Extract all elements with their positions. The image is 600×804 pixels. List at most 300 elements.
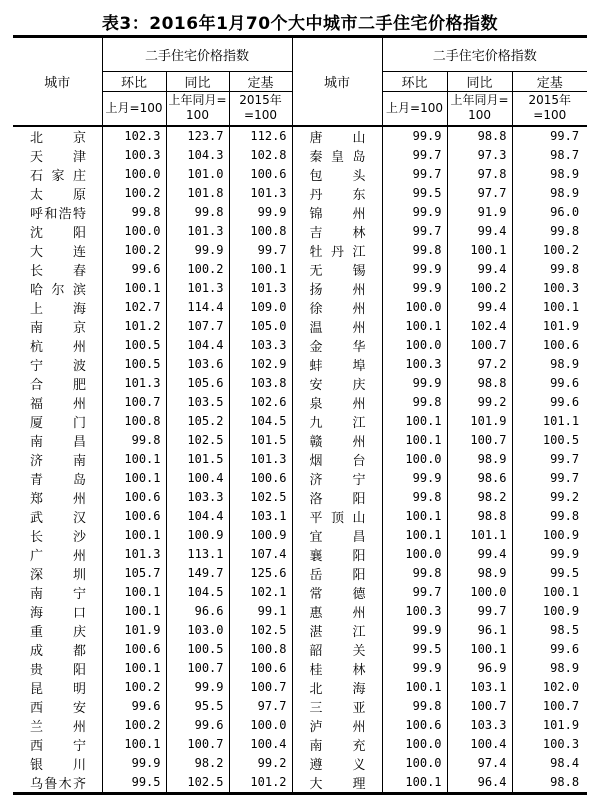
table-row — [13, 640, 587, 659]
city-cell — [13, 545, 102, 564]
mom-value-cell: 99.8 — [382, 564, 447, 583]
city-cell — [13, 165, 102, 184]
fixed-base-value-cell: 101.3 — [229, 184, 292, 203]
city-name: 无锡 — [309, 263, 366, 279]
table-row — [13, 469, 587, 488]
city-name: 温州 — [309, 320, 366, 336]
city-cell — [292, 126, 382, 146]
city-name: 福州 — [30, 396, 86, 412]
table-row — [13, 716, 587, 735]
city-cell — [13, 393, 102, 412]
yoy-value-cell: 101.8 — [166, 184, 229, 203]
yoy-header-right: 同比 — [447, 72, 512, 92]
city-cell — [292, 393, 382, 412]
mom-value-cell: 100.2 — [102, 241, 166, 260]
yoy-value-cell: 104.3 — [166, 146, 229, 165]
mom-value-cell: 105.7 — [102, 564, 166, 583]
city-name: 成都 — [30, 643, 86, 659]
yoy-value-cell: 100.4 — [166, 469, 229, 488]
index-group-header-left: 二手住宅价格指数 — [102, 37, 292, 72]
fixed-base-value-cell: 103.3 — [229, 336, 292, 355]
city-name: 泉州 — [309, 396, 366, 412]
fixed-base-header-left: 定基 — [229, 72, 292, 92]
city-name: 大连 — [30, 244, 86, 260]
city-name: 襄阳 — [309, 548, 366, 564]
city-name: 吉林 — [309, 225, 366, 241]
mom-value-cell: 100.0 — [382, 735, 447, 754]
city-cell — [13, 203, 102, 222]
fixed-base-value-cell: 102.8 — [229, 146, 292, 165]
city-name: 扬州 — [309, 282, 366, 298]
yoy-value-cell: 103.5 — [166, 393, 229, 412]
fixed-base-value-cell: 100.3 — [512, 735, 587, 754]
mom-value-cell: 100.6 — [102, 488, 166, 507]
city-name: 南京 — [30, 320, 86, 336]
city-name: 韶关 — [309, 643, 366, 659]
fixed-base-value-cell: 101.5 — [229, 431, 292, 450]
city-cell — [13, 507, 102, 526]
yoy-value-cell: 98.2 — [447, 488, 512, 507]
yoy-value-cell: 99.9 — [166, 678, 229, 697]
fixed-base-value-cell: 102.5 — [229, 621, 292, 640]
price-index-table — [13, 35, 587, 795]
fixed-base-value-cell: 97.7 — [229, 697, 292, 716]
table-row — [13, 754, 587, 773]
yoy-value-cell: 99.4 — [447, 298, 512, 317]
city-name: 遵义 — [309, 757, 366, 773]
mom-base-left — [102, 92, 166, 126]
yoy-value-cell: 104.4 — [166, 507, 229, 526]
table-row — [13, 317, 587, 336]
city-cell — [292, 488, 382, 507]
mom-value-cell: 99.9 — [382, 621, 447, 640]
fixed-base-value-cell: 99.6 — [512, 640, 587, 659]
city-cell — [13, 640, 102, 659]
yoy-value-cell: 101.0 — [166, 165, 229, 184]
fixed-base-value-cell: 101.9 — [512, 716, 587, 735]
city-cell — [13, 469, 102, 488]
mom-value-cell: 100.0 — [102, 222, 166, 241]
city-cell — [292, 697, 382, 716]
city-cell — [292, 507, 382, 526]
city-name: 金华 — [309, 339, 366, 355]
city-cell — [292, 469, 382, 488]
city-name: 岳阳 — [309, 567, 366, 583]
mom-value-cell: 100.1 — [382, 431, 447, 450]
city-cell — [13, 697, 102, 716]
mom-value-cell: 99.7 — [382, 146, 447, 165]
city-cell — [13, 754, 102, 773]
mom-value-cell: 100.1 — [382, 507, 447, 526]
table-row — [13, 222, 587, 241]
city-cell — [292, 545, 382, 564]
city-name: 蚌埠 — [309, 358, 366, 374]
city-cell — [13, 222, 102, 241]
city-cell — [13, 659, 102, 678]
mom-value-cell: 101.3 — [102, 374, 166, 393]
city-name: 太原 — [30, 187, 86, 203]
yoy-value-cell: 103.6 — [166, 355, 229, 374]
yoy-value-cell: 97.7 — [447, 184, 512, 203]
city-cell — [13, 431, 102, 450]
table-row — [13, 241, 587, 260]
yoy-value-cell: 100.1 — [447, 241, 512, 260]
table-row — [13, 507, 587, 526]
city-cell — [292, 279, 382, 298]
mom-value-cell: 100.1 — [102, 659, 166, 678]
fixed-base-value-cell: 100.7 — [229, 678, 292, 697]
city-name: 呼和浩特 — [30, 206, 86, 222]
index-group-header-right: 二手住宅价格指数 — [382, 37, 587, 72]
city-cell — [292, 146, 382, 165]
city-cell — [13, 279, 102, 298]
fixed-base-base-left — [229, 92, 292, 126]
mom-value-cell: 101.2 — [102, 317, 166, 336]
mom-value-cell: 100.6 — [102, 507, 166, 526]
fixed-base-value-cell: 104.5 — [229, 412, 292, 431]
city-name: 桂林 — [309, 662, 366, 678]
city-name: 丹东 — [309, 187, 366, 203]
fixed-base-value-cell: 99.6 — [512, 374, 587, 393]
city-cell — [292, 564, 382, 583]
fixed-base-value-cell: 101.9 — [512, 317, 587, 336]
mom-value-cell: 100.3 — [382, 602, 447, 621]
table-row — [13, 583, 587, 602]
city-cell — [13, 126, 102, 146]
yoy-value-cell: 100.7 — [447, 431, 512, 450]
fixed-base-value-cell: 100.6 — [512, 336, 587, 355]
yoy-header-left: 同比 — [166, 72, 229, 92]
mom-value-cell: 99.8 — [382, 697, 447, 716]
city-cell — [292, 241, 382, 260]
city-cell — [292, 260, 382, 279]
yoy-value-cell: 97.4 — [447, 754, 512, 773]
base-label: 100 — [468, 108, 491, 123]
mom-value-cell: 99.9 — [382, 374, 447, 393]
mom-value-cell: 99.5 — [382, 184, 447, 203]
base-label: 100 — [186, 108, 209, 123]
fixed-base-value-cell: 99.7 — [229, 241, 292, 260]
city-cell — [13, 298, 102, 317]
city-cell — [13, 488, 102, 507]
city-cell — [13, 336, 102, 355]
fixed-base-value-cell: 112.6 — [229, 126, 292, 146]
city-name: 杭州 — [30, 339, 86, 355]
city-cell — [292, 222, 382, 241]
fixed-base-value-cell: 107.4 — [229, 545, 292, 564]
table-row — [13, 602, 587, 621]
fixed-base-value-cell: 100.0 — [229, 716, 292, 735]
mom-value-cell: 100.1 — [382, 412, 447, 431]
yoy-value-cell: 99.4 — [447, 545, 512, 564]
yoy-value-cell: 91.9 — [447, 203, 512, 222]
mom-value-cell: 100.6 — [102, 640, 166, 659]
mom-value-cell: 99.8 — [382, 393, 447, 412]
yoy-base-left — [166, 92, 229, 126]
mom-value-cell: 99.9 — [382, 279, 447, 298]
table-row — [13, 279, 587, 298]
fixed-base-value-cell: 101.3 — [229, 450, 292, 469]
city-cell — [292, 526, 382, 545]
fixed-base-value-cell: 100.6 — [229, 659, 292, 678]
city-name: 合肥 — [30, 377, 86, 393]
city-cell — [13, 716, 102, 735]
yoy-value-cell: 100.7 — [166, 659, 229, 678]
mom-value-cell: 100.1 — [382, 317, 447, 336]
mom-value-cell: 100.1 — [102, 469, 166, 488]
yoy-value-cell: 98.2 — [166, 754, 229, 773]
yoy-value-cell: 97.8 — [447, 165, 512, 184]
city-name: 牡丹江 — [309, 244, 366, 260]
fixed-base-value-cell: 103.8 — [229, 374, 292, 393]
table-row — [13, 336, 587, 355]
fixed-base-value-cell: 100.9 — [512, 526, 587, 545]
fixed-base-header-right: 定基 — [512, 72, 587, 92]
city-name: 唐山 — [309, 130, 366, 146]
city-cell — [292, 165, 382, 184]
yoy-value-cell: 100.5 — [166, 640, 229, 659]
fixed-base-value-cell: 100.1 — [512, 298, 587, 317]
city-cell — [13, 241, 102, 260]
yoy-value-cell: 98.9 — [447, 450, 512, 469]
mom-value-cell: 100.5 — [102, 336, 166, 355]
mom-value-cell: 101.9 — [102, 621, 166, 640]
yoy-value-cell: 100.0 — [447, 583, 512, 602]
fixed-base-value-cell: 99.9 — [229, 203, 292, 222]
city-name: 湛江 — [309, 624, 366, 640]
yoy-value-cell: 104.4 — [166, 336, 229, 355]
yoy-value-cell: 101.5 — [166, 450, 229, 469]
mom-value-cell: 100.1 — [102, 279, 166, 298]
base-label: 2015年 — [239, 93, 282, 108]
table-row — [13, 298, 587, 317]
yoy-value-cell: 100.2 — [447, 279, 512, 298]
mom-value-cell: 102.7 — [102, 298, 166, 317]
fixed-base-value-cell: 100.3 — [512, 279, 587, 298]
fixed-base-value-cell: 99.8 — [512, 222, 587, 241]
yoy-value-cell: 102.5 — [166, 773, 229, 794]
table-row — [13, 735, 587, 754]
city-cell — [13, 317, 102, 336]
city-cell — [292, 640, 382, 659]
yoy-value-cell: 97.3 — [447, 146, 512, 165]
mom-value-cell: 100.1 — [382, 526, 447, 545]
fixed-base-value-cell: 96.0 — [512, 203, 587, 222]
fixed-base-value-cell: 98.9 — [512, 184, 587, 203]
mom-value-cell: 100.0 — [382, 298, 447, 317]
table-row — [13, 126, 587, 146]
city-name: 宜昌 — [309, 529, 366, 545]
fixed-base-value-cell: 125.6 — [229, 564, 292, 583]
yoy-value-cell: 99.6 — [166, 716, 229, 735]
city-cell — [13, 374, 102, 393]
yoy-value-cell: 97.2 — [447, 355, 512, 374]
fixed-base-value-cell: 98.4 — [512, 754, 587, 773]
fixed-base-value-cell: 100.2 — [512, 241, 587, 260]
fixed-base-value-cell: 100.8 — [229, 222, 292, 241]
city-cell — [13, 184, 102, 203]
table-row — [13, 184, 587, 203]
yoy-base-right — [447, 92, 512, 126]
city-name: 常德 — [309, 586, 366, 602]
city-cell — [13, 146, 102, 165]
table-row — [13, 412, 587, 431]
table-row — [13, 621, 587, 640]
mom-value-cell: 101.3 — [102, 545, 166, 564]
fixed-base-value-cell: 100.6 — [229, 165, 292, 184]
fixed-base-value-cell: 98.9 — [512, 165, 587, 184]
mom-value-cell: 100.0 — [382, 754, 447, 773]
fixed-base-value-cell: 99.7 — [512, 126, 587, 146]
header-row-group — [13, 37, 587, 72]
table-title: 表3：2016年1月70个大中城市二手住宅价格指数 — [101, 14, 499, 34]
city-name: 赣州 — [309, 434, 366, 450]
mom-value-cell: 99.8 — [102, 431, 166, 450]
fixed-base-value-cell: 98.8 — [512, 773, 587, 794]
yoy-value-cell: 96.4 — [447, 773, 512, 794]
base-label: 上月=100 — [386, 100, 443, 115]
mom-header-right: 环比 — [382, 72, 447, 92]
yoy-value-cell: 99.9 — [166, 241, 229, 260]
city-cell — [292, 317, 382, 336]
mom-value-cell: 99.7 — [382, 222, 447, 241]
city-name: 上海 — [30, 301, 86, 317]
yoy-value-cell: 114.4 — [166, 298, 229, 317]
yoy-value-cell: 96.1 — [447, 621, 512, 640]
city-name: 青岛 — [30, 472, 86, 488]
city-name: 泸州 — [309, 719, 366, 735]
city-cell — [292, 355, 382, 374]
yoy-value-cell: 113.1 — [166, 545, 229, 564]
city-cell — [13, 526, 102, 545]
fixed-base-value-cell: 99.6 — [512, 393, 587, 412]
city-cell — [292, 431, 382, 450]
mom-value-cell: 99.7 — [382, 165, 447, 184]
city-cell — [292, 203, 382, 222]
city-name: 天津 — [30, 149, 86, 165]
mom-value-cell: 100.1 — [102, 526, 166, 545]
mom-value-cell: 99.8 — [382, 241, 447, 260]
mom-value-cell: 99.6 — [102, 260, 166, 279]
mom-value-cell: 99.9 — [382, 203, 447, 222]
city-column-header-left: 城市 — [13, 37, 102, 126]
mom-value-cell: 100.7 — [102, 393, 166, 412]
fixed-base-value-cell: 100.9 — [229, 526, 292, 545]
mom-value-cell: 100.0 — [382, 336, 447, 355]
table-row — [13, 678, 587, 697]
fixed-base-value-cell: 103.1 — [229, 507, 292, 526]
mom-value-cell: 100.8 — [102, 412, 166, 431]
city-name: 秦皇岛 — [309, 149, 366, 165]
fixed-base-value-cell: 100.1 — [512, 583, 587, 602]
table-row — [13, 165, 587, 184]
city-name: 厦门 — [30, 415, 86, 431]
fixed-base-value-cell: 101.3 — [229, 279, 292, 298]
table-row — [13, 355, 587, 374]
city-name: 海口 — [30, 605, 86, 621]
fixed-base-value-cell: 99.2 — [512, 488, 587, 507]
city-name: 南昌 — [30, 434, 86, 450]
yoy-value-cell: 98.8 — [447, 374, 512, 393]
table-row — [13, 203, 587, 222]
city-cell — [13, 602, 102, 621]
yoy-value-cell: 100.9 — [166, 526, 229, 545]
yoy-value-cell: 100.2 — [166, 260, 229, 279]
city-cell — [292, 621, 382, 640]
mom-value-cell: 100.1 — [102, 602, 166, 621]
city-name: 南充 — [309, 738, 366, 754]
yoy-value-cell: 98.8 — [447, 507, 512, 526]
mom-value-cell: 99.9 — [102, 754, 166, 773]
fixed-base-value-cell: 102.9 — [229, 355, 292, 374]
fixed-base-value-cell: 100.4 — [229, 735, 292, 754]
mom-value-cell: 99.8 — [382, 488, 447, 507]
mom-value-cell: 99.5 — [102, 773, 166, 794]
yoy-value-cell: 103.3 — [166, 488, 229, 507]
yoy-value-cell: 98.6 — [447, 469, 512, 488]
mom-value-cell: 100.5 — [102, 355, 166, 374]
city-cell — [292, 184, 382, 203]
base-label: =100 — [244, 108, 277, 123]
base-label: 2015年 — [528, 93, 572, 108]
fixed-base-value-cell: 100.8 — [229, 640, 292, 659]
table-body — [13, 126, 587, 794]
fixed-base-value-cell: 99.7 — [512, 450, 587, 469]
city-name: 沈阳 — [30, 225, 86, 241]
city-name: 烟台 — [309, 453, 366, 469]
table-row — [13, 393, 587, 412]
fixed-base-value-cell: 98.7 — [512, 146, 587, 165]
fixed-base-value-cell: 99.8 — [512, 260, 587, 279]
yoy-value-cell: 100.7 — [166, 735, 229, 754]
mom-value-cell: 100.1 — [102, 450, 166, 469]
yoy-value-cell: 103.0 — [166, 621, 229, 640]
city-cell — [292, 754, 382, 773]
yoy-value-cell: 99.2 — [447, 393, 512, 412]
fixed-base-value-cell: 109.0 — [229, 298, 292, 317]
city-cell — [13, 260, 102, 279]
table-row — [13, 488, 587, 507]
city-column-header-right: 城市 — [292, 37, 382, 126]
city-name: 哈尔滨 — [30, 282, 86, 298]
fixed-base-value-cell: 99.1 — [229, 602, 292, 621]
fixed-base-value-cell: 100.6 — [229, 469, 292, 488]
city-cell — [13, 678, 102, 697]
city-cell — [292, 659, 382, 678]
city-cell — [13, 583, 102, 602]
fixed-base-value-cell: 99.9 — [512, 545, 587, 564]
city-name: 兰州 — [30, 719, 86, 735]
city-name: 安庆 — [309, 377, 366, 393]
table-row — [13, 564, 587, 583]
mom-value-cell: 100.0 — [102, 165, 166, 184]
table-row — [13, 545, 587, 564]
fixed-base-value-cell: 100.7 — [512, 697, 587, 716]
mom-value-cell: 99.5 — [382, 640, 447, 659]
city-name: 乌鲁木齐 — [30, 776, 86, 792]
yoy-value-cell: 101.9 — [447, 412, 512, 431]
fixed-base-value-cell: 101.1 — [512, 412, 587, 431]
city-name: 长沙 — [30, 529, 86, 545]
city-cell — [292, 716, 382, 735]
yoy-value-cell: 96.9 — [447, 659, 512, 678]
mom-value-cell: 100.3 — [102, 146, 166, 165]
city-name: 昆明 — [30, 681, 86, 697]
city-cell — [292, 735, 382, 754]
yoy-value-cell: 101.3 — [166, 222, 229, 241]
city-name: 惠州 — [309, 605, 366, 621]
city-name: 三亚 — [309, 700, 366, 716]
